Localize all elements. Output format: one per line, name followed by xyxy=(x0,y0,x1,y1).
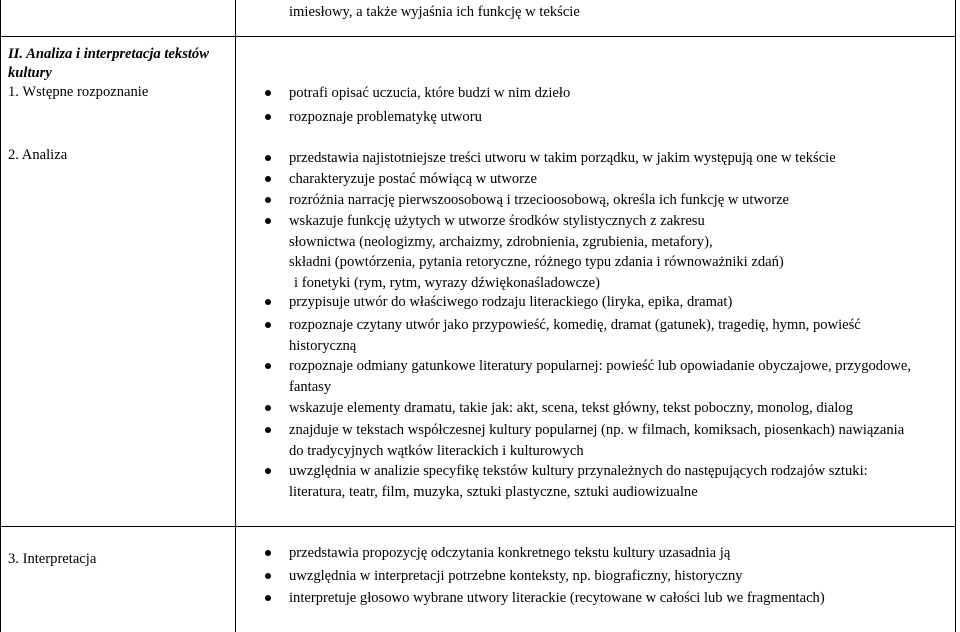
list-item: wskazuje funkcję użytych w utworze środków stylistycznych z zakresu xyxy=(289,213,705,229)
list-item: znajduje w tekstach współczesnej kultury popularnej (np. w filmach, komiksach, piosenkach) nawiązania xyxy=(289,422,905,438)
subsection-2-title: 2. Analiza xyxy=(8,147,68,163)
bullet-icon xyxy=(265,155,271,161)
table-border-right xyxy=(955,0,956,632)
bullet-icon xyxy=(265,322,271,328)
table-column-divider xyxy=(235,0,236,632)
bullet-icon xyxy=(265,218,271,224)
list-item-continuation: literatura, teatr, film, muzyka, sztuki plastyczne, sztuki audiowizualne xyxy=(289,484,698,500)
bullet-icon xyxy=(265,427,271,433)
table-border-left xyxy=(0,0,1,632)
section-title-line2: kultury xyxy=(8,65,52,81)
bullet-icon xyxy=(265,363,271,369)
top-row-text: imiesłowy, a także wyjaśnia ich funkcję w tekście xyxy=(289,4,580,20)
row-divider-bottom xyxy=(0,526,956,527)
list-item: rozpoznaje problematykę utworu xyxy=(289,109,482,125)
bullet-icon xyxy=(265,573,271,579)
bullet-icon xyxy=(265,299,271,305)
list-item-continuation: słownictwa (neologizmy, archaizmy, zdrobnienia, zgrubienia, metafory), xyxy=(289,234,713,250)
list-item-continuation: fantasy xyxy=(289,379,332,395)
list-item: przedstawia propozycję odczytania konkretnego tekstu kultury uzasadnia ją xyxy=(289,545,731,561)
list-item: charakteryzuje postać mówiącą w utworze xyxy=(289,171,537,187)
list-item: rozpoznaje odmiany gatunkowe literatury popularnej: powieść lub opowiadanie obyczajowe, przygodowe, xyxy=(289,358,912,374)
list-item: potrafi opisać uczucia, które budzi w nim dzieło xyxy=(289,85,571,101)
bullet-icon xyxy=(265,550,271,556)
list-item: wskazuje elementy dramatu, takie jak: akt, scena, tekst główny, tekst poboczny, monolog, dialog xyxy=(289,400,853,416)
list-item-continuation: do tradycyjnych wątków literackich i kulturowych xyxy=(289,443,584,459)
list-item: uwzględnia w interpretacji potrzebne konteksty, np. biograficzny, historyczny xyxy=(289,568,743,584)
bullet-icon xyxy=(265,405,271,411)
list-item: przypisuje utwór do właściwego rodzaju literackiego (liryka, epika, dramat) xyxy=(289,294,733,310)
section-title xyxy=(8,45,209,83)
row-divider-top xyxy=(0,36,956,37)
list-item: przedstawia najistotniejsze treści utworu w takim porządku, w jakim występują one w tekście xyxy=(289,150,836,166)
list-item-continuation: historyczną xyxy=(289,338,357,354)
bullet-icon xyxy=(265,468,271,474)
subsection-1-title: 1. Wstępne rozpoznanie xyxy=(8,84,149,100)
list-item: uwzględnia w analizie specyfikę tekstów kultury przynależnych do następujących rodzajów sztuki: xyxy=(289,463,868,479)
list-item-continuation: i fonetyki (rym, rytm, wyrazy dźwiękonaśladowcze) xyxy=(294,275,600,291)
bullet-icon xyxy=(265,176,271,182)
section-title-line1: II. Analiza i interpretacja tekstów xyxy=(8,46,209,62)
list-item: interpretuje głosowo wybrane utwory literackie (recytowane w całości lub we fragmentach) xyxy=(289,590,825,606)
list-item: rozpoznaje czytany utwór jako przypowieść, komedię, dramat (gatunek), tragedię, hymn, powieść xyxy=(289,317,861,333)
bullet-icon xyxy=(265,90,271,96)
list-item: rozróżnia narrację pierwszoosobową i trzecioosobową, określa ich funkcję w utworze xyxy=(289,192,790,208)
subsection-3-title: 3. Interpretacja xyxy=(8,551,97,567)
bullet-icon xyxy=(265,197,271,203)
bullet-icon xyxy=(265,114,271,120)
list-item-continuation: składni (powtórzenia, pytania retoryczne, różnego typu zdania i równoważniki zdań) xyxy=(289,254,784,270)
bullet-icon xyxy=(265,595,271,601)
